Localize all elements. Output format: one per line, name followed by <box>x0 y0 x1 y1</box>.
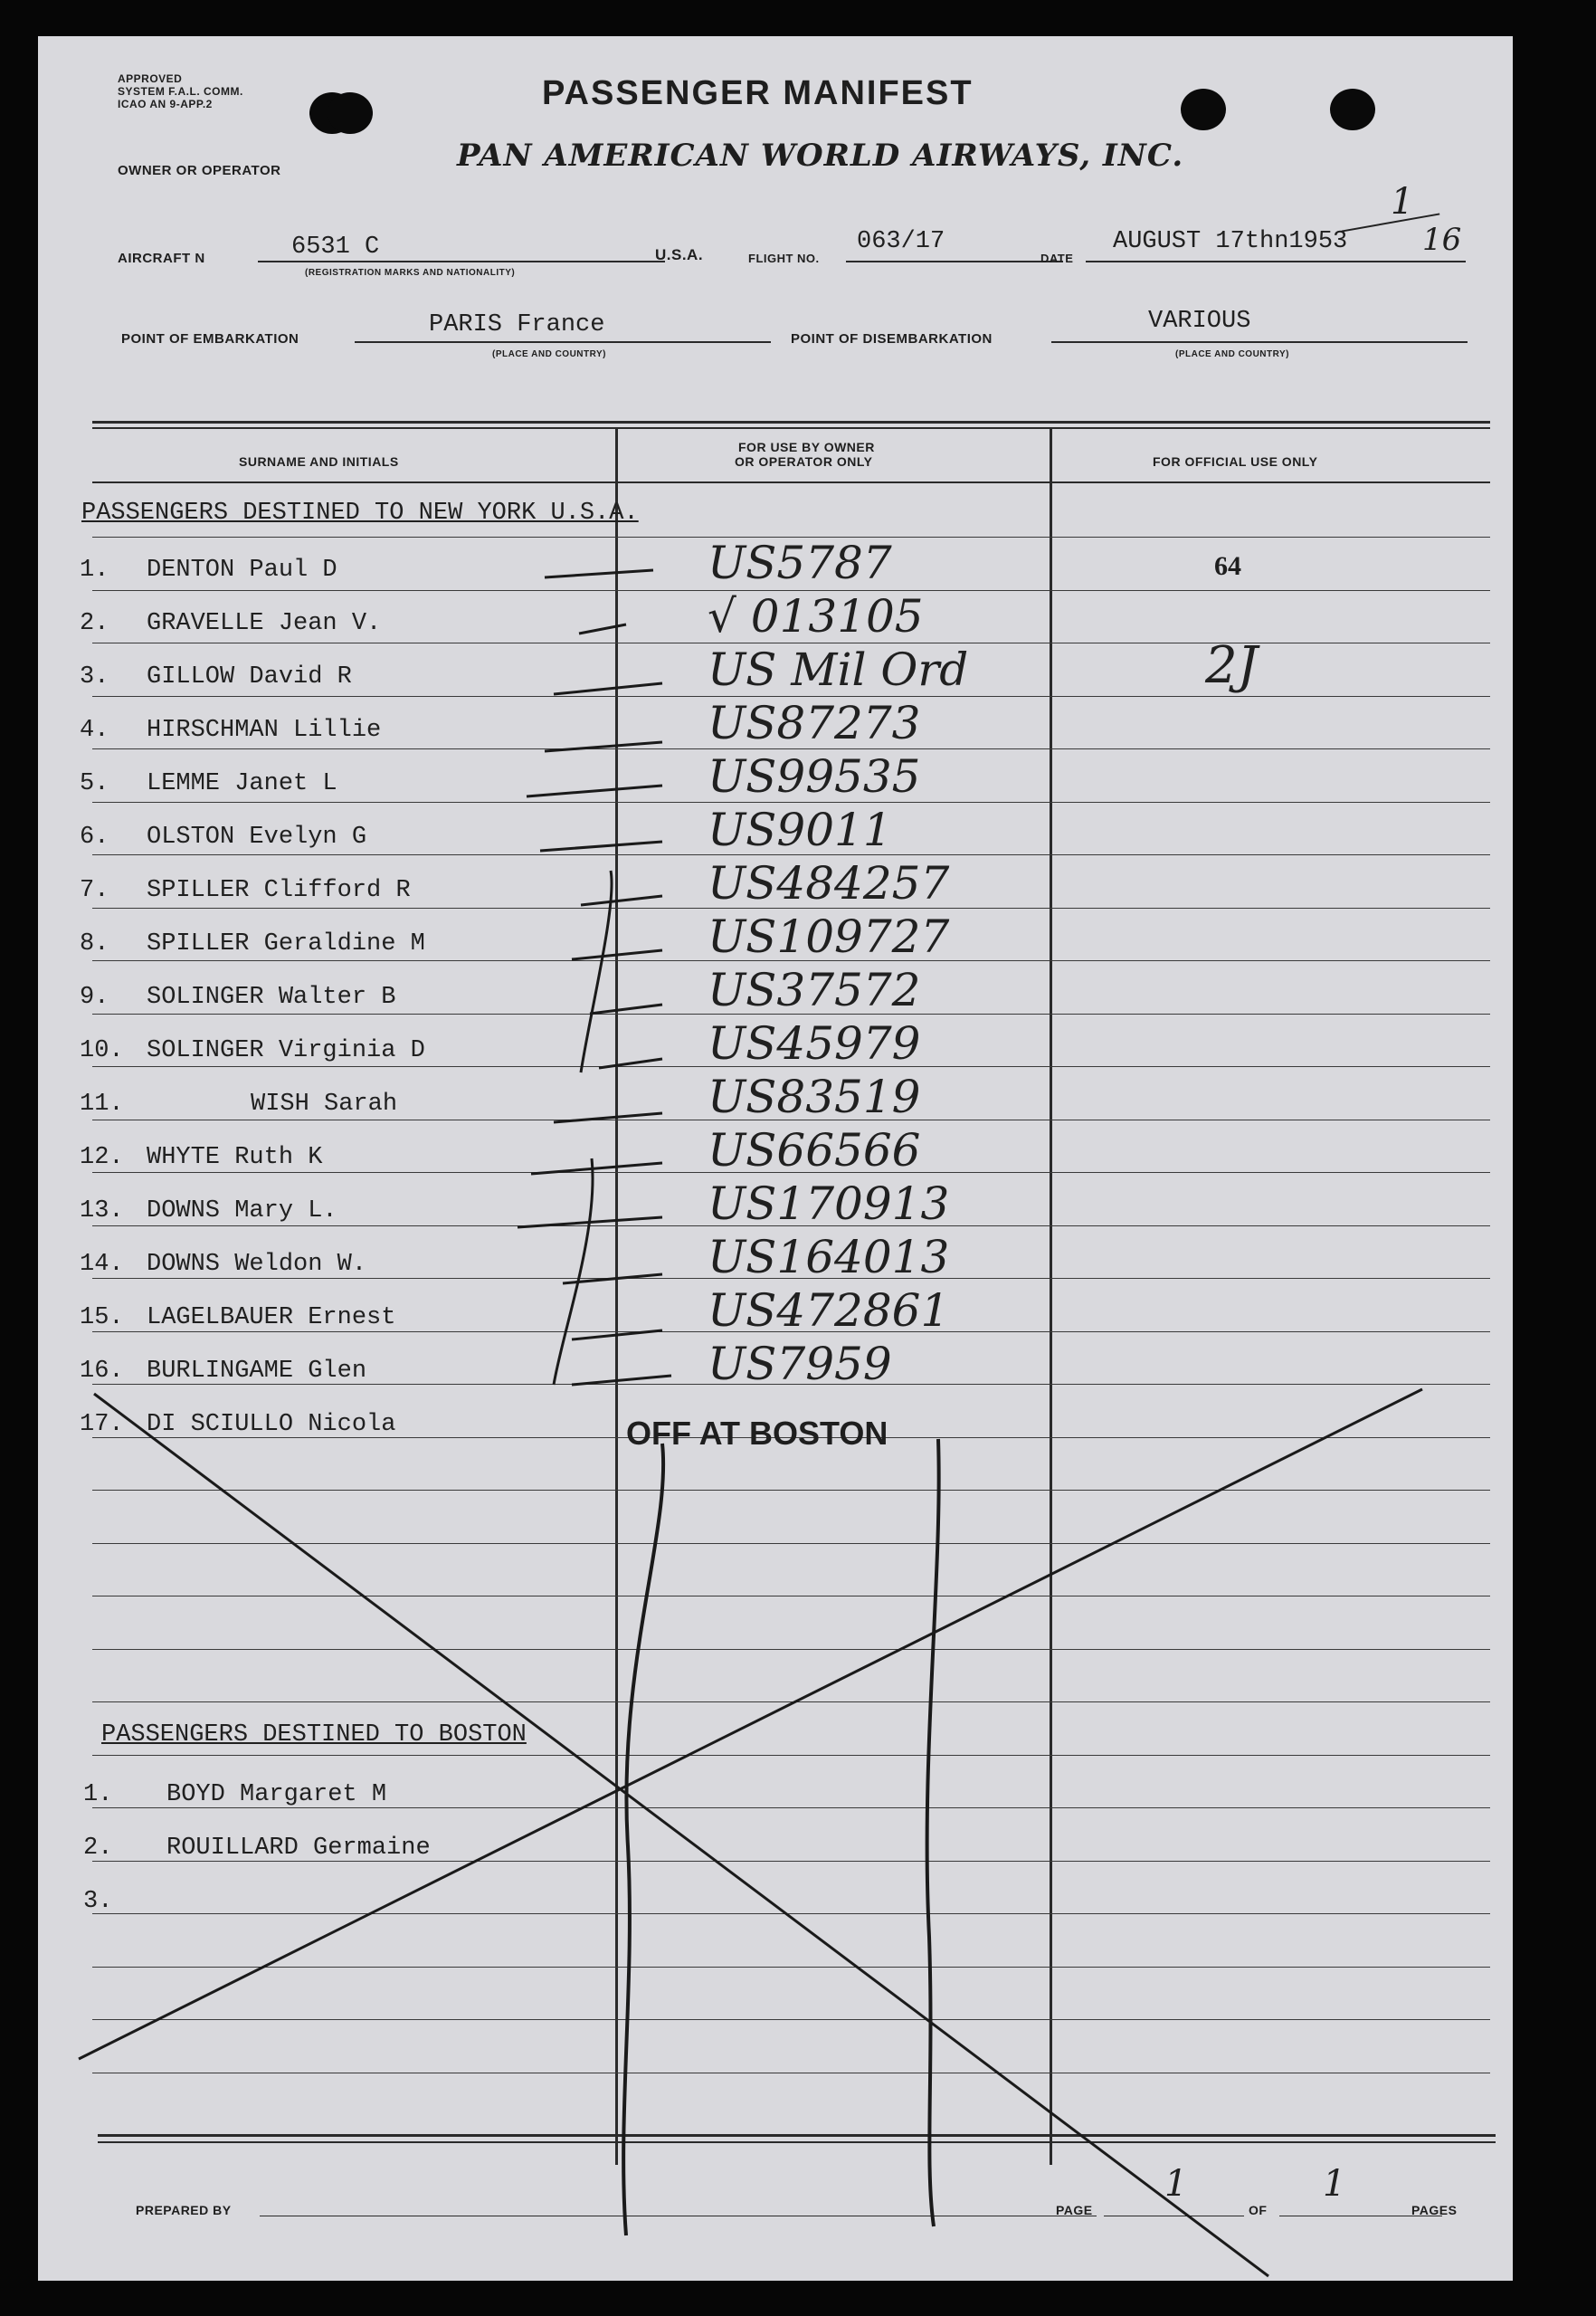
dash-marks <box>518 570 671 1385</box>
passenger-number: 13. <box>80 1197 124 1225</box>
aircraft-caption: (REGISTRATION MARKS AND NATIONALITY) <box>305 268 516 278</box>
operator-passport-number: US9011 <box>708 804 892 856</box>
country-label: U.S.A. <box>655 246 704 263</box>
passenger-number: 4. <box>80 717 109 744</box>
embark-caption: (PLACE AND COUNTRY) <box>492 349 606 359</box>
strike-marks <box>38 36 1513 2281</box>
sheet-number-bottom: 16 <box>1422 222 1462 258</box>
passenger-name: LEMME Janet L <box>147 770 337 797</box>
bracket-mark-right <box>927 1439 939 2226</box>
passenger-name: WISH Sarah <box>251 1091 398 1118</box>
pages-label: PAGES <box>1411 2203 1458 2217</box>
disembark-label: POINT OF DISEMBARKATION <box>791 331 993 347</box>
family-bracket-2 <box>554 1158 593 1385</box>
flight-label: FLIGHT NO. <box>748 252 820 265</box>
strike-cross-line-up <box>79 1389 1422 2059</box>
official-use-value: 64 <box>1214 551 1241 581</box>
passenger-name: OLSTON Evelyn G <box>147 824 367 851</box>
manifest-sheet <box>38 36 1513 2281</box>
passenger-name: DI SCIULLO Nicola <box>147 1411 396 1438</box>
disembark-caption: (PLACE AND COUNTRY) <box>1175 349 1289 359</box>
passenger-number: 6. <box>80 824 109 851</box>
page-title: PASSENGER MANIFEST <box>542 74 974 112</box>
passenger-name: DOWNS Mary L. <box>147 1197 337 1225</box>
official-use-value: 2J <box>1205 636 1259 695</box>
passenger-number: 15. <box>80 1304 124 1331</box>
operator-passport-number: US109727 <box>708 910 950 963</box>
passenger-number: 16. <box>80 1358 124 1385</box>
operator-passport-number: US45979 <box>708 1017 921 1070</box>
passenger-number: 12. <box>80 1144 124 1171</box>
embark-label: POINT OF EMBARKATION <box>121 331 299 347</box>
passenger-number: 14. <box>80 1251 124 1278</box>
owner-value: PAN AMERICAN WORLD AIRWAYS, INC. <box>457 138 1184 174</box>
operator-passport-number: US37572 <box>708 964 921 1016</box>
section-heading-boston: PASSENGERS DESTINED TO BOSTON <box>101 1721 527 1749</box>
passenger-name: DENTON Paul D <box>147 557 337 584</box>
column-header-operator-1: FOR USE BY OWNER <box>738 440 875 454</box>
passenger-name: DOWNS Weldon W. <box>147 1251 367 1278</box>
disembark-value: VARIOUS <box>1148 308 1251 335</box>
operator-passport-number: US472861 <box>708 1284 950 1337</box>
passenger-number: 9. <box>80 984 109 1011</box>
passenger-number: 10. <box>80 1037 124 1064</box>
operator-passport-number: US Mil Ord <box>708 643 969 696</box>
passenger-name: GRAVELLE Jean V. <box>147 610 382 637</box>
strike-cross-line-1 <box>83 1385 1431 1394</box>
prepared-by-label: PREPARED BY <box>136 2203 232 2217</box>
boston-passenger-name: ROUILLARD Germaine <box>166 1835 431 1862</box>
passenger-name: SOLINGER Virginia D <box>147 1037 425 1064</box>
operator-passport-number: US87273 <box>708 697 921 749</box>
approval-line-2: SYSTEM F.A.L. COMM. <box>118 85 243 98</box>
boston-passenger-number: 3. <box>83 1888 113 1915</box>
passenger-number: 3. <box>80 663 109 691</box>
sheet-number-top: 1 <box>1391 181 1414 223</box>
column-header-surname: SURNAME AND INITIALS <box>239 454 399 469</box>
passenger-number: 2. <box>80 610 109 637</box>
passenger-number: 17. <box>80 1411 124 1438</box>
date-label: DATE <box>1040 252 1074 265</box>
passenger-name: HIRSCHMAN Lillie <box>147 717 382 744</box>
passenger-name: BURLINGAME Glen <box>147 1358 367 1385</box>
passenger-name: SPILLER Clifford R <box>147 877 411 904</box>
operator-passport-number: US164013 <box>708 1231 950 1283</box>
off-at-boston-stamp: OFF AT BOSTON <box>626 1415 888 1452</box>
operator-passport-number: US83519 <box>708 1071 921 1123</box>
page-label: PAGE <box>1056 2203 1093 2217</box>
passenger-name: GILLOW David R <box>147 663 352 691</box>
operator-passport-number: US484257 <box>708 857 950 910</box>
passenger-number: 1. <box>80 557 109 584</box>
operator-passport-number: US99535 <box>708 750 921 803</box>
embark-value: PARIS France <box>429 311 605 338</box>
passenger-number: 5. <box>80 770 109 797</box>
operator-passport-number: US5787 <box>708 537 892 589</box>
of-value: 1 <box>1323 2163 1346 2205</box>
aircraft-value: 6531 C <box>291 234 380 261</box>
column-header-official: FOR OFFICIAL USE ONLY <box>1153 454 1318 469</box>
passenger-number: 11. <box>80 1091 124 1118</box>
approval-line-3: ICAO AN 9-APP.2 <box>118 98 213 110</box>
boston-passenger-number: 1. <box>83 1781 113 1808</box>
passenger-number: 8. <box>80 930 109 958</box>
flight-value: 063/17 <box>857 228 945 255</box>
owner-label: OWNER OR OPERATOR <box>118 163 281 178</box>
page-value: 1 <box>1164 2163 1188 2205</box>
passenger-name: SOLINGER Walter B <box>147 984 396 1011</box>
section-heading-new-york: PASSENGERS DESTINED TO NEW YORK U.S.A. <box>81 500 639 527</box>
of-label: OF <box>1249 2203 1268 2217</box>
bracket-mark-left <box>623 1444 663 2235</box>
date-value: AUGUST 17thn1953 <box>1113 228 1348 255</box>
boston-passenger-number: 2. <box>83 1835 113 1862</box>
strike-cross-line-a <box>94 1385 1422 1416</box>
operator-passport-number: US170913 <box>708 1177 950 1230</box>
boston-passenger-name: BOYD Margaret M <box>166 1781 387 1808</box>
operator-passport-number: US7959 <box>708 1338 892 1390</box>
operator-passport-number: US66566 <box>708 1124 921 1177</box>
strike-cross-line-down <box>94 1394 1268 2276</box>
passenger-number: 7. <box>80 877 109 904</box>
passenger-name: LAGELBAUER Ernest <box>147 1304 396 1331</box>
passenger-name: SPILLER Geraldine M <box>147 930 425 958</box>
passenger-name: WHYTE Ruth K <box>147 1144 323 1171</box>
aircraft-label: AIRCRAFT N <box>118 251 205 266</box>
column-header-operator-2: OR OPERATOR ONLY <box>735 454 873 469</box>
operator-passport-number: √ 013105 <box>708 590 924 643</box>
approval-line-1: APPROVED <box>118 72 183 85</box>
